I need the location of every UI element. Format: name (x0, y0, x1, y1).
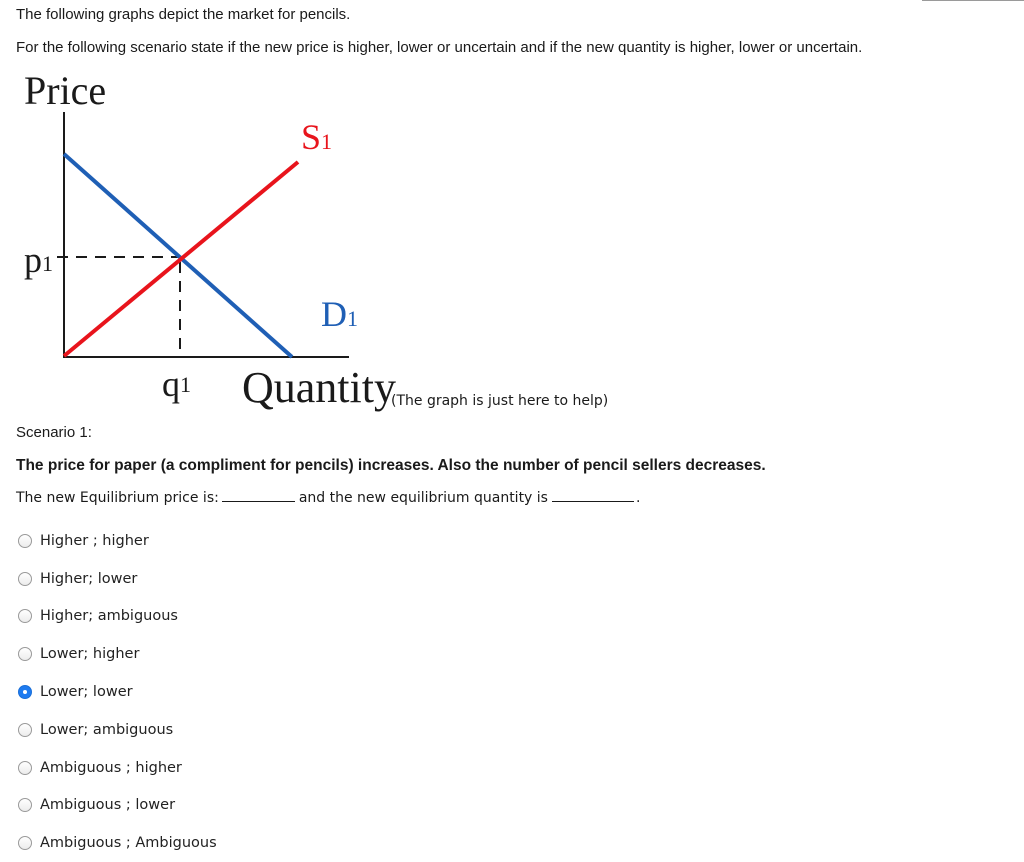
top-divider (922, 0, 1024, 1)
price-answer-blank (222, 491, 295, 502)
option-label: Lower; lower (40, 684, 133, 701)
radio-button[interactable] (18, 836, 32, 850)
price-equilibrium-label (24, 240, 53, 280)
radio-button[interactable] (18, 685, 32, 699)
demand-curve-label (321, 294, 358, 334)
price-symbol: p (24, 240, 42, 280)
option-label: Ambiguous ; Ambiguous (40, 835, 217, 852)
answer-option[interactable] (18, 560, 217, 598)
supply-demand-graph (0, 60, 640, 420)
option-label: Ambiguous ; lower (40, 797, 176, 814)
answer-options (18, 522, 217, 862)
answer-option[interactable] (18, 673, 217, 711)
option-label: Ambiguous ; higher (40, 759, 182, 776)
answer-option[interactable] (18, 824, 217, 862)
answer-option[interactable] (18, 522, 217, 560)
question-part-1: The new Equilibrium price is: (16, 490, 219, 506)
answer-option[interactable] (18, 787, 217, 825)
question-end: . (635, 490, 641, 506)
price-subscript: 1 (42, 251, 53, 276)
answer-option[interactable] (18, 749, 217, 787)
graph-note: (The graph is just here to help) (391, 393, 609, 409)
radio-button[interactable] (18, 572, 32, 586)
answer-option[interactable] (18, 635, 217, 673)
option-label: Lower; higher (40, 646, 140, 663)
radio-button[interactable] (18, 534, 32, 548)
option-label: Higher; lower (40, 570, 138, 587)
question-part-2: and the new equilibrium quantity is (298, 490, 548, 506)
intro-text: The following graphs depict the market for pencils. (16, 6, 351, 23)
question-text (16, 490, 640, 506)
option-label: Lower; ambiguous (40, 721, 174, 738)
scenario-text: The price for paper (a compliment for pencils) increases. Also the number of pencil sellers decreases. (16, 457, 766, 474)
x-axis-label: Quantity (242, 363, 396, 412)
quantity-answer-blank (552, 491, 634, 502)
supply-symbol: S (301, 117, 322, 157)
option-label: Higher; ambiguous (40, 608, 178, 625)
option-label: Higher ; higher (40, 532, 149, 549)
scenario-label: Scenario 1: (16, 424, 92, 441)
radio-button[interactable] (18, 647, 32, 661)
radio-button[interactable] (18, 723, 32, 737)
quantity-subscript: 1 (180, 372, 191, 397)
y-axis-label: Price (24, 68, 107, 113)
radio-button[interactable] (18, 798, 32, 812)
radio-button[interactable] (18, 761, 32, 775)
quantity-symbol: q (162, 364, 180, 404)
demand-subscript: 1 (347, 306, 358, 331)
answer-option[interactable] (18, 711, 217, 749)
quantity-equilibrium-label (162, 364, 191, 404)
radio-button[interactable] (18, 609, 32, 623)
supply-curve-label (301, 117, 332, 157)
demand-symbol: D (321, 294, 347, 334)
answer-option[interactable] (18, 598, 217, 636)
supply-subscript: 1 (321, 129, 333, 154)
instructions-text: For the following scenario state if the new price is higher, lower or uncertain and if the new quantity is higher, lower or uncertain. (16, 39, 863, 56)
